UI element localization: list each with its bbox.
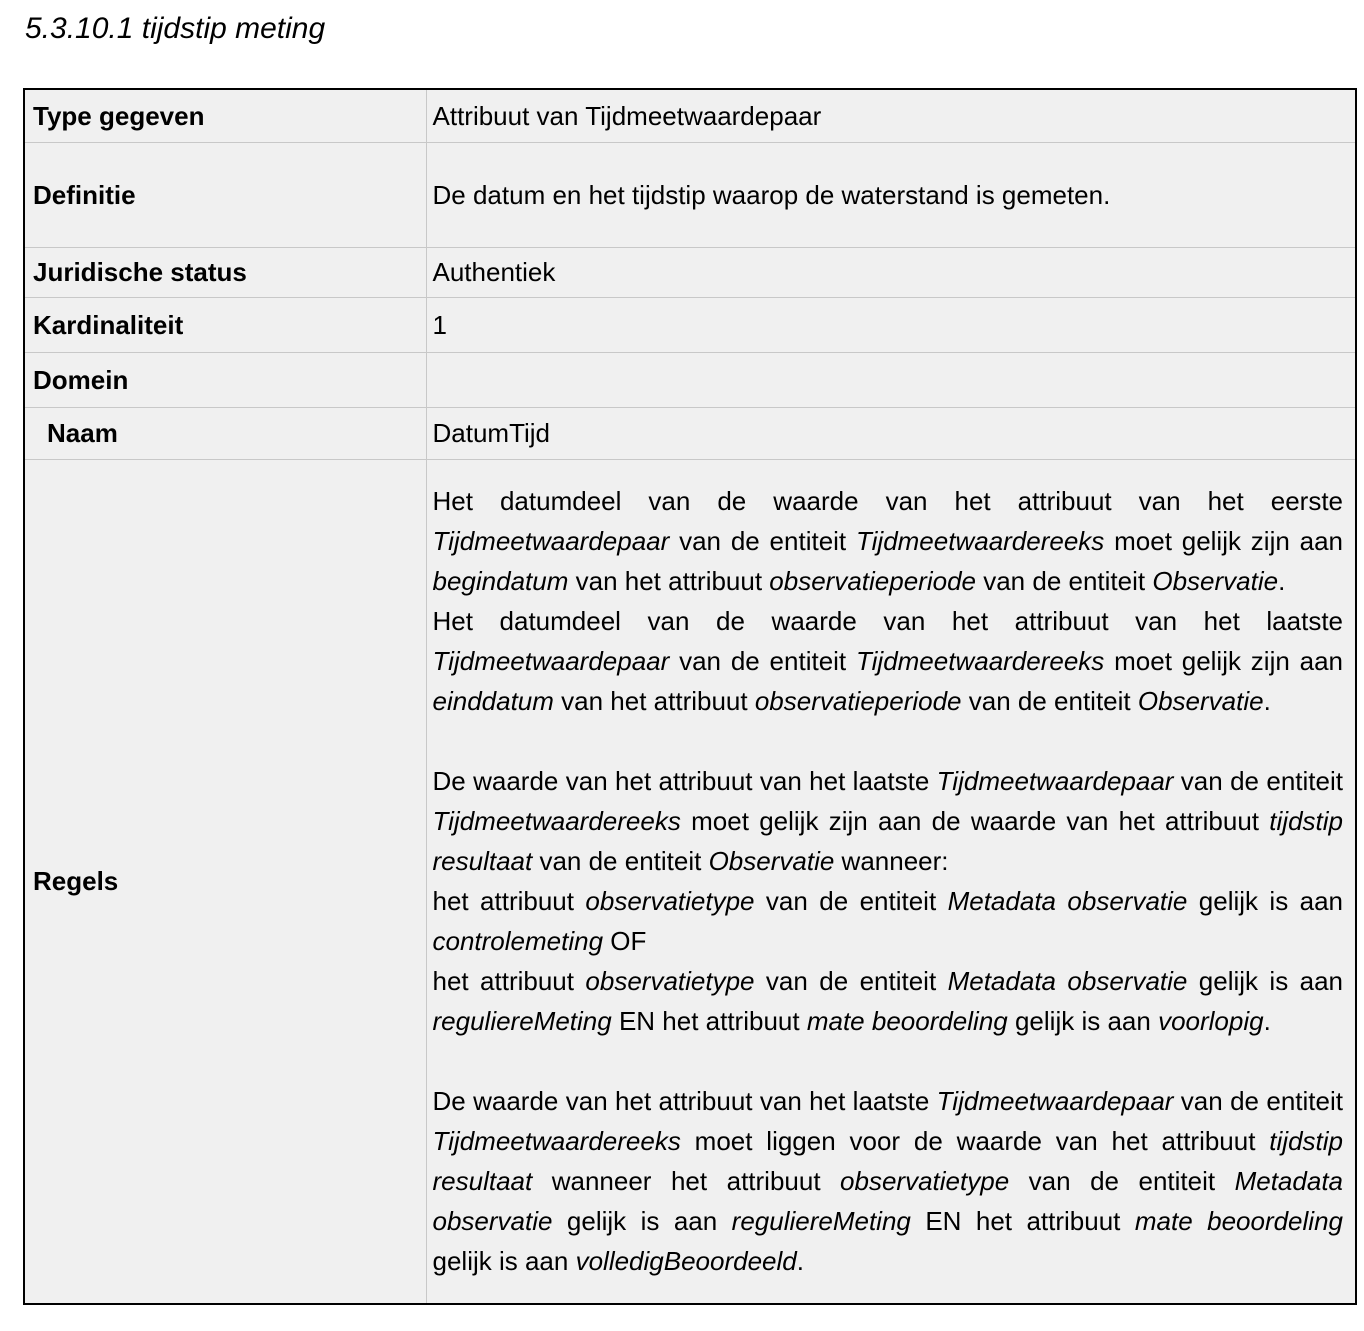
- row-label: Juridische status: [24, 247, 426, 297]
- regels-paragraph: het attribuut observatietype van de entiteit Metadata observatie gelijk is aan controlemeting OF: [432, 886, 1343, 957]
- row-value: Authentiek: [426, 247, 1356, 297]
- table-row-domein: [24, 352, 1356, 407]
- row-label: Definitie: [24, 142, 426, 247]
- attribute-spec-table: [23, 88, 1357, 1305]
- table-row-juridische-status: [24, 247, 1356, 297]
- row-label: Type gegeven: [24, 89, 426, 142]
- table-row-definitie: [24, 142, 1356, 247]
- row-value-regels: [426, 459, 1356, 1304]
- row-label: Regels: [24, 459, 426, 1304]
- row-label: Naam: [24, 407, 426, 459]
- regels-paragraph: Het datumdeel van de waarde van het attribuut van het laatste Tijdmeetwaardepaar van de entiteit Tijdmeetwaardereeks moet gelijk zijn aan einddatum van het attribuut observatieperiode van de entiteit Observatie.: [432, 606, 1344, 717]
- table-row-naam: [24, 407, 1356, 459]
- row-label: Domein: [24, 352, 426, 407]
- row-value: 1: [426, 297, 1356, 352]
- row-value: DatumTijd: [426, 407, 1356, 459]
- regels-text-block: [433, 481, 1344, 721]
- table-row-regels: [24, 459, 1356, 1304]
- row-value: Attribuut van Tijdmeetwaardepaar: [426, 89, 1356, 142]
- regels-paragraph: De waarde van het attribuut van het laatste Tijdmeetwaardepaar van de entiteit Tijdmeetwaardereeks moet gelijk zijn aan de waarde van het attribuut tijdstip resultaat van de entiteit Observatie wanneer:: [432, 766, 1343, 877]
- regels-paragraph: De waarde van het attribuut van het laatste Tijdmeetwaardepaar van de entiteit Tijdmeetwaardereeks moet liggen voor de waarde van het attribuut tijdstip resultaat wanneer het attribuut observatietype van de entiteit Metadata observatie gelijk is aan reguliereMeting EN het attribuut mate beoordeling gelijk is aan volledigBeoordeeld.: [432, 1086, 1343, 1277]
- regels-paragraph: Het datumdeel van de waarde van het attribuut van het eerste Tijdmeetwaardepaar van de entiteit Tijdmeetwaardereeks moet gelijk zijn aan begindatum van het attribuut observatieperiode van de entiteit Observatie.: [432, 486, 1344, 597]
- table-row-kardinaliteit: [24, 297, 1356, 352]
- table-row-type-gegeven: [24, 89, 1356, 142]
- row-label: Kardinaliteit: [24, 297, 426, 352]
- row-value: De datum en het tijdstip waarop de waterstand is gemeten.: [426, 142, 1356, 247]
- regels-text-block: [433, 1081, 1344, 1281]
- regels-paragraph: het attribuut observatietype van de entiteit Metadata observatie gelijk is aan reguliereMeting EN het attribuut mate beoordeling gelijk is aan voorlopig.: [432, 966, 1343, 1037]
- section-heading: 5.3.10.1 tijdstip meting: [25, 12, 326, 45]
- row-value: [426, 352, 1356, 407]
- regels-text-block: [433, 761, 1344, 1041]
